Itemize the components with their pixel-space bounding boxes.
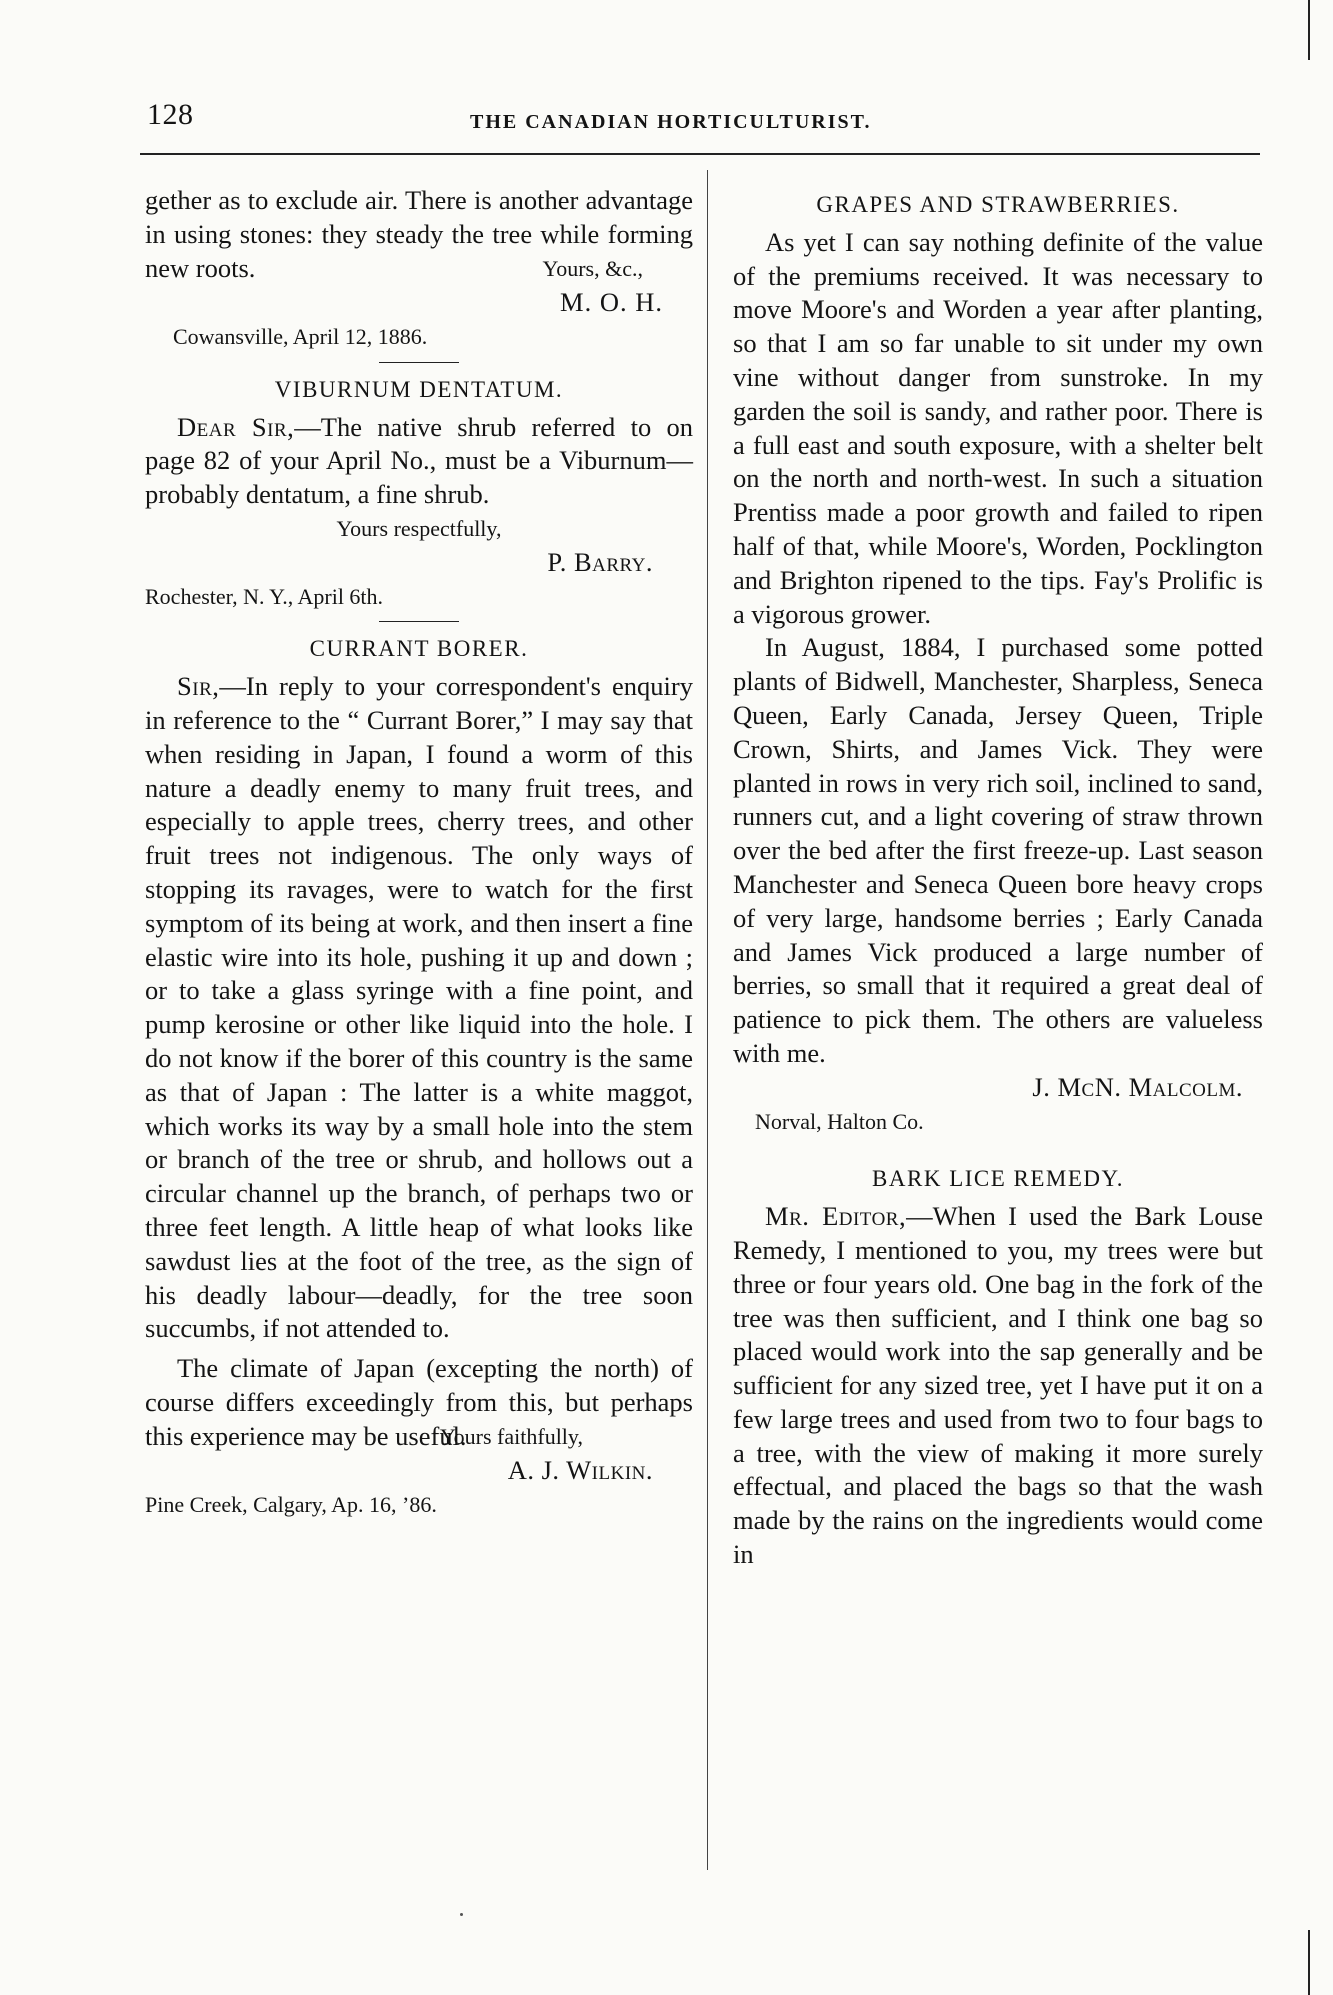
currant-title: CURRANT BORER. (309, 636, 529, 662)
viburnum-signature: P. Barry. (547, 546, 653, 577)
bark-title: BARK LICE REMEDY. (872, 1166, 1124, 1192)
viburnum-salutation: Dear Sir, (177, 411, 295, 442)
moh-signature: M. O. H. (560, 287, 663, 318)
right-column (733, 184, 1263, 1572)
viburnum-title: VIBURNUM DENTATUM. (274, 376, 564, 402)
moh-place-date: Cowansville, April 12, 1886. (173, 323, 428, 349)
viburnum-closing: Yours respectfully, (336, 515, 502, 541)
scan-edge-line-top (1308, 0, 1310, 60)
grapes-title: GRAPES AND STRAWBERRIES. (816, 192, 1180, 217)
section-separator (379, 362, 459, 363)
header-rule (140, 153, 1260, 155)
bark-salutation: Mr. Editor, (765, 1201, 907, 1232)
moh-continuation: gether as to exclude air. There is another advantage in using stones: they steady the tree while forming new roots. (145, 185, 693, 283)
moh-closing: Yours, &c., (542, 256, 643, 282)
viburnum-letter (145, 411, 693, 512)
page-number: 128 (147, 98, 194, 131)
grapes-paragraph-1: As yet I can say nothing definite of the value of the premiums received. It was necessary to move Moore's and Worden a year after planting, so that I am so far unable to sit under my own vine without danger from sunstroke. In my garden the soil is sandy, and rather poor. There is a full east and south exposure, with a shelter belt on the north and north-west. In such a situation Prentiss made a poor growth and failed to ripen half of that, while Moore's, Worden, Pocklington and Brighton ripened to the tips. Fay's Prolific is a vigorous grower. (733, 226, 1263, 629)
currant-signature: A. J. Wilkin. (507, 1455, 653, 1486)
viburnum-text: —The native shrub referred to on page 82 of your April No., must be a Viburnum—probably dentatum, a fine shrub. (145, 411, 693, 510)
scan-edge-line-bottom (1308, 1930, 1310, 1995)
stray-dot (460, 1913, 463, 1916)
grapes-place-date: Norval, Halton Co. (755, 1108, 924, 1134)
currant-salutation: Sir, (177, 671, 220, 702)
grapes-paragraph-2: In August, 1884, I purchased some potted plants of Bidwell, Manchester, Sharpless, Seneca Queen, Early Canada, Jersey Queen, Triple Crown, Shirts, and James Vick. They were planted in rows in very rich soil, inclined to sand, runners cut, and a light covering of straw thrown over the bed after the first freeze-up. Last season Manchester and Seneca Queen bore heavy crops of very large, handsome berries ; Early Canada and James Vick produced a large number of berries, so small that it required a great deal of patience to pick them. The others are valueless with me. (733, 632, 1263, 1068)
column-divider (707, 170, 708, 1870)
left-column (145, 184, 693, 1524)
currant-place-date: Pine Creek, Calgary, Ap. 16, ’86. (145, 1492, 437, 1518)
section-gap (733, 1140, 1263, 1154)
section-separator (379, 621, 459, 622)
viburnum-place-date: Rochester, N. Y., April 6th. (145, 583, 384, 609)
currant-closing: Yours faithfully, (439, 1424, 583, 1450)
bark-letter (733, 1200, 1263, 1572)
currant-paragraph-2: The climate of Japan (excepting the north) of course differs exceedingly from this, but perhaps this experience may be useful. (145, 1353, 693, 1451)
bark-text: —When I used the Bark Louse Remedy, I mentioned to you, my trees were but three or four years old. One bag in the fork of the tree was then sufficient, and I think one bag so placed would work into the sap generally and be sufficient for any sized tree, yet I have put it on a few large trees and used from two to four bags to a tree, with the view of making it more surely effectual, and placed the bags so that the wash made by the rains on the ingredients would come in (733, 1201, 1263, 1570)
currant-paragraph-1 (145, 670, 693, 1346)
running-head: THE CANADIAN HORTICULTURIST. (470, 111, 872, 133)
currant-text: —In reply to your correspondent's enquiry in reference to the “ Currant Borer,” I may say that when residing in Japan, I found a worm of this nature a deadly enemy to many fruit trees, and especially to apple trees, cherry trees, and other fruit trees not indigenous. The only ways of stopping its ravages, were to watch for the first symptom of its being at work, and then insert a fine elastic wire into its hole, pushing it up and down ; or to take a glass syringe with a fine point, and pump kerosine or other like liquid into the hole. I do not know if the borer of this country is the same as that of Japan : The latter is a white maggot, which works its way by a small hole into the stem or branch of the tree or shrub, and hollows out a circular channel up the branch, of perhaps two or three feet length. A little heap of what looks like sawdust lies at the foot of the tree, as the sign of his deadly labour—deadly, for the tree soon succumbs, if not attended to. (145, 671, 693, 1344)
grapes-signature: J. McN. Malcolm. (1032, 1071, 1243, 1102)
